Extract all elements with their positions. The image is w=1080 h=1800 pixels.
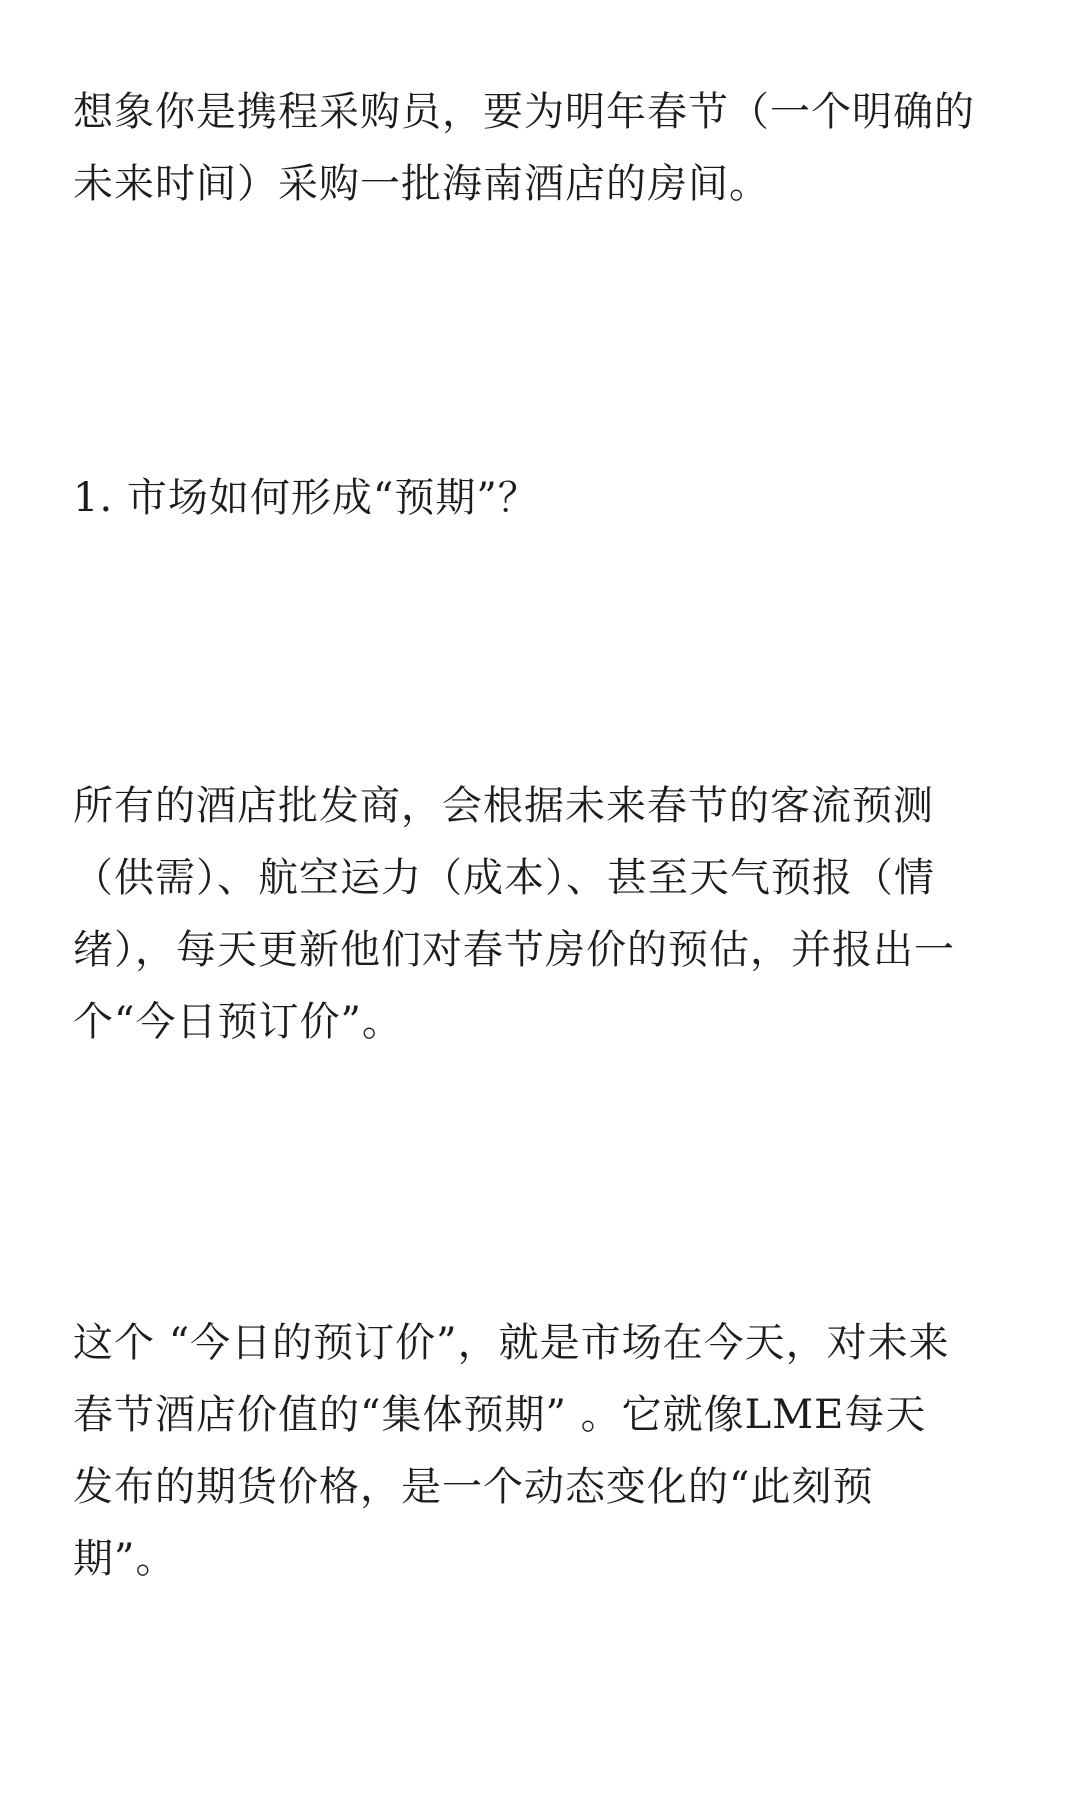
text-line: 这个 “今日的预订价”，就是市场在今天，对未来 (73, 1320, 950, 1366)
body-paragraph (73, 1307, 1003, 1595)
text-line: （供需）、航空运力（成本）、甚至天气预报（情 (73, 855, 935, 901)
text-line: 春节酒店价值的“集体预期” 。它就像LME每天 (73, 1392, 927, 1438)
text-line: 个“今日预订价”。 (73, 999, 403, 1045)
text-line: 所有的酒店批发商，会根据未来春节的客流预测 (73, 783, 934, 829)
body-paragraph (73, 770, 1003, 1058)
text-line: 未来时间）采购一批海南酒店的房间。 (73, 161, 770, 207)
text-line: 想象你是携程采购员，要为明年春节（一个明确的 (73, 89, 975, 135)
heading-text: 1. 市场如何形成“预期”？ (73, 475, 539, 521)
section-heading (73, 462, 1003, 534)
text-line: 绪），每天更新他们对春节房价的预估，并报出一 (73, 927, 955, 973)
text-line: 发布的期货价格，是一个动态变化的“此刻预 (73, 1464, 874, 1510)
text-line: 期”。 (73, 1536, 177, 1582)
intro-paragraph (73, 76, 1003, 220)
